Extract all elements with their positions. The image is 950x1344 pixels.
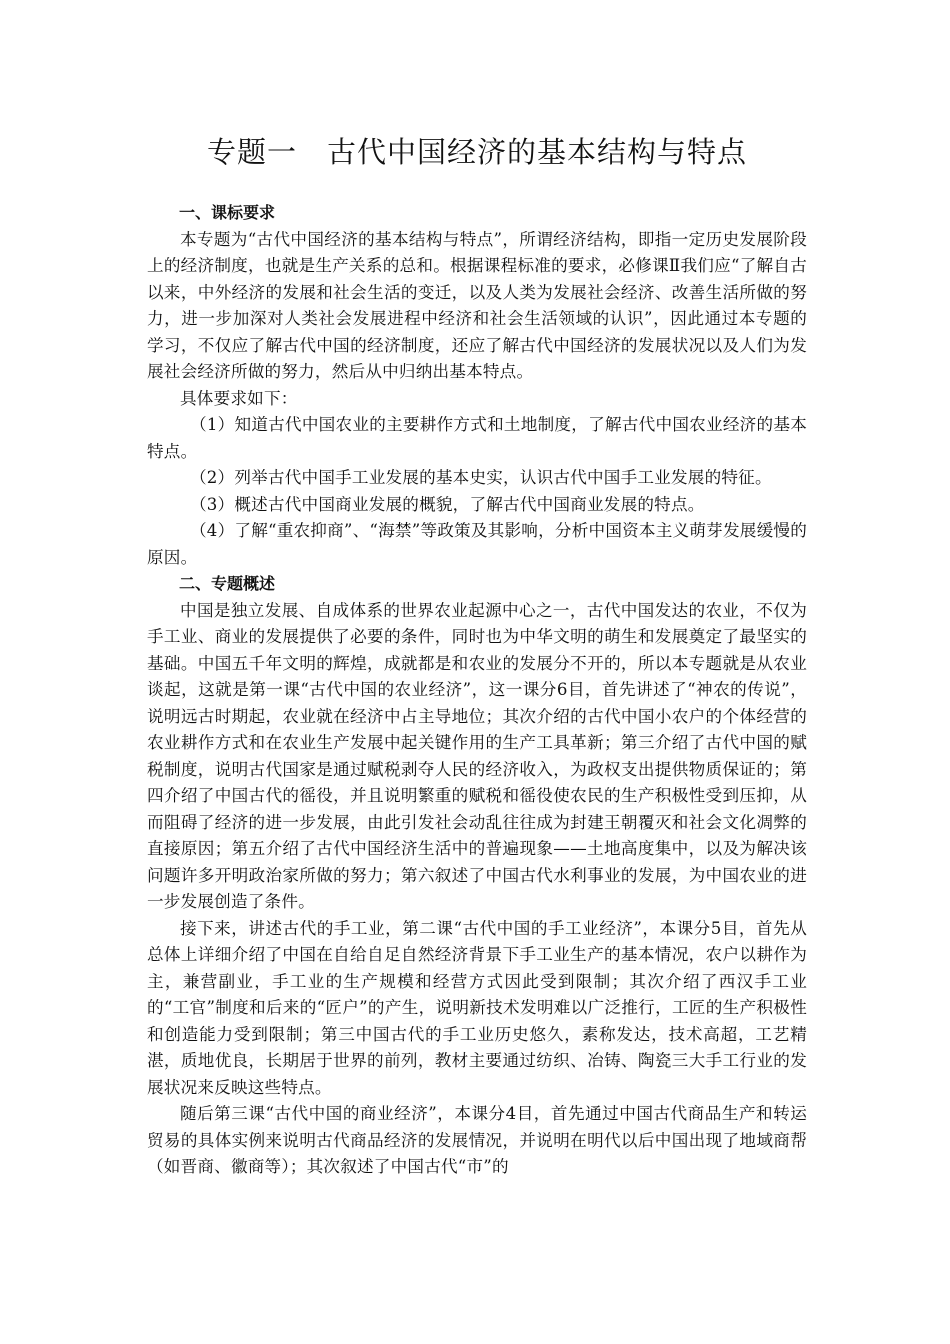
paragraph-overview-handicraft: 接下来，讲述古代的手工业，第二课“古代中国的手工业经济”，本课分5目，首先从总体上详细介绍了中国在自给自足自然经济背景下手工业生产的基本情况，农户以耕作为主，兼营副业，手工业的生产规模和经营方式因此受到限制；其次介绍了西汉手工业的“工官”制度和后来的“匠户”的产生，说明新技术发明难以广泛推行，工匠的生产积极性和创造能力受到限制；第三中国古代的手工业历史悠久，素称发达，技术高超，工艺精湛，质地优良，长期居于世界的前列，教材主要通过纺织、冶铸、陶瓷三大手工行业的发展状况来反映这些特点。: [147, 918, 807, 1097]
document-title: [147, 132, 807, 172]
section-heading-curriculum: 一、课标要求: [179, 203, 276, 222]
paragraph-overview-agriculture: 中国是独立发展、自成体系的世界农业起源中心之一，古代中国发达的农业，不仅为手工业、商业的发展提供了必要的条件，同时也为中华文明的萌生和发展奠定了最坚实的基础。中国五千年文明的辉煌，成就都是和农业的发展分不开的，所以本专题就是从农业谈起，这就是第一课“古代中国的农业经济”，这一课分6目，首先讲述了“神农的传说”，说明远古时期起，农业就在经济中占主导地位；其次介绍的古代中国小农户的个体经营的农业耕作方式和在农业生产发展中起关键作用的生产工具革新；第三介绍了古代中国的赋税制度，说明古代国家是通过赋税剥夺人民的经济收入，为政权支出提供物质保证的；第四介绍了中国古代的徭役，并且说明繁重的赋税和徭役使农民的生产积极性受到压抑，从而阻碍了经济的进一步发展，由此引发社会动乱往往成为封建王朝覆灭和社会文化凋弊的直接原因；第五介绍了古代中国经济生活中的普遍现象——土地高度集中，以及为解决该问题许多开明政治家所做的努力；第六叙述了中国古代水利事业的发展，为中国农业的进一步发展创造了条件。: [147, 600, 807, 911]
document-page: [147, 0, 807, 1181]
section-heading-overview: 二、专题概述: [179, 574, 276, 593]
title-part-1: 专题一: [206, 135, 297, 169]
paragraph-curriculum-intro: 本专题为“古代中国经济的基本结构与特点”，所谓经济结构，即指一定历史发展阶段上的经济制度，也就是生产关系的总和。根据课程标准的要求，必修课Ⅱ我们应“了解自古以来，中外经济的发展和社会生活的变迁，以及人类为发展社会经济、改善生活所做的努力，进一步加深对人类社会发展进程中经济和社会生活领域的认识”，因此通过本专题的学习，不仅应了解古代中国的经济制度，还应了解古代中国经济的发展状况以及人们为发展社会经济所做的努力，然后从中归纳出基本特点。: [147, 229, 807, 381]
document-body: [147, 200, 807, 1181]
title-part-2: 古代中国经济的基本结构与特点: [327, 135, 748, 169]
paragraph-overview-commerce: 随后第三课“古代中国的商业经济”，本课分4目，首先通过中国古代商品生产和转运贸易的具体实例来说明古代商品经济的发展情况，并说明在明代以后中国出现了地域商帮（如晋商、徽商等）；其次叙述了中国古代“市”的: [147, 1104, 807, 1176]
requirement-item-2: （2）列举古代中国手工业发展的基本史实，认识古代中国手工业发展的特征。: [190, 468, 772, 487]
paragraph-requirements-lead: 具体要求如下：: [180, 388, 298, 408]
requirement-item-4: （4）了解“重农抑商”、“海禁”等政策及其影响，分析中国资本主义萌芽发展缓慢的原因。: [147, 521, 807, 567]
requirement-item-1: （1）知道古代中国农业的主要耕作方式和土地制度，了解古代中国农业经济的基本特点。: [147, 415, 807, 461]
requirement-item-3: （3）概述古代中国商业发展的概貌，了解古代中国商业发展的特点。: [190, 494, 705, 514]
